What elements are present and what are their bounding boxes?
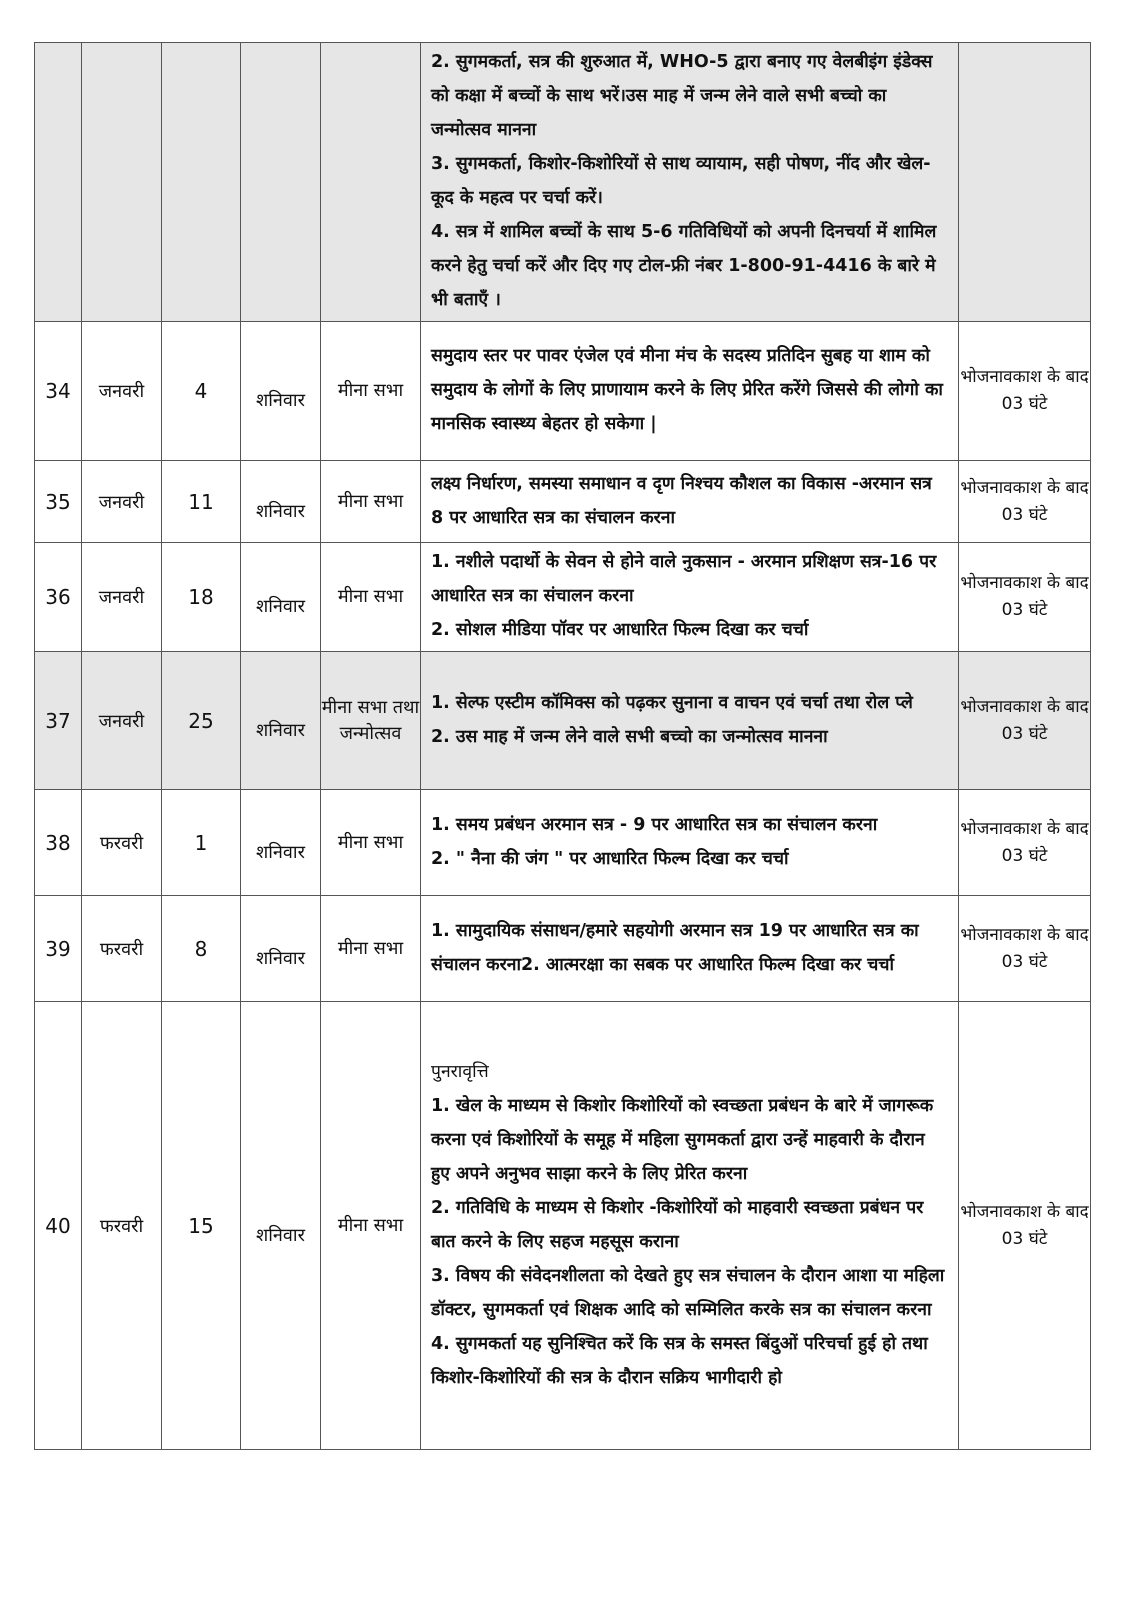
day-cell: शनिवार bbox=[241, 322, 321, 461]
time-cell: भोजनावकाश के बाद 03 घंटे bbox=[959, 543, 1091, 652]
row-number: 38 bbox=[35, 790, 82, 896]
description-line: 2. उस माह में जन्म लेने वाले सभी बच्चो का जन्मोत्सव मानना bbox=[431, 726, 828, 747]
event-cell: मीना सभा bbox=[321, 1002, 421, 1450]
time-cell bbox=[959, 43, 1091, 322]
day-cell: शनिवार bbox=[241, 461, 321, 543]
description-heading: पुनरावृत्ति bbox=[431, 1061, 489, 1082]
day-cell: शनिवार bbox=[241, 896, 321, 1002]
day-cell: शनिवार bbox=[241, 652, 321, 790]
description-line: 1. सेल्फ एस्टीम कॉमिक्स को पढ़कर सुनाना व वाचन एवं चर्चा तथा रोल प्ले bbox=[431, 692, 913, 713]
table-row bbox=[35, 461, 1091, 543]
description-line: 3. सुगमकर्ता, किशोर-किशोरियों से साथ व्यायाम, सही पोषण, नींद और खेल-कूद के महत्व पर चर्चा करें। bbox=[431, 154, 931, 208]
day-cell: शनिवार bbox=[241, 543, 321, 652]
table-row bbox=[35, 652, 1091, 790]
description-cell bbox=[421, 543, 959, 652]
day-cell: शनिवार bbox=[241, 790, 321, 896]
month-cell: फरवरी bbox=[82, 1002, 162, 1450]
description-line: 2. सोशल मीडिया पॉवर पर आधारित फिल्म दिखा कर चर्चा bbox=[431, 620, 809, 640]
description-line: 2. " नैना की जंग " पर आधारित फिल्म दिखा कर चर्चा bbox=[431, 848, 789, 869]
description-cell bbox=[421, 790, 959, 896]
description-line: 4. सत्र में शामिल बच्चों के साथ 5-6 गतिविधियों को अपनी दिनचर्या में शामिल करने हेतु चर्चा करें और दिए गए टोल-फ्री नंबर 1-800-91-4416 के बारे मे भी बताएँ । bbox=[431, 222, 937, 310]
description-line: 2. सुगमकर्ता, सत्र की शुरुआत में, WHO-5 द्वारा बनाए गए वेलबीइंग इंडेक्स को कक्षा में बच्चों के साथ भरें।उस माह में जन्म लेने वाले सभी बच्चो का जन्मोत्सव मानना bbox=[431, 52, 933, 140]
description-line: 1. नशीले पदार्थो के सेवन से होने वाले नुकसान - अरमान प्रशिक्षण सत्र-16 पर आधारित सत्र का संचालन करना bbox=[431, 552, 937, 606]
table-row bbox=[35, 322, 1091, 461]
table-row bbox=[35, 43, 1091, 322]
month-cell: जनवरी bbox=[82, 543, 162, 652]
description-cell bbox=[421, 652, 959, 790]
row-number bbox=[35, 43, 82, 322]
description-line: 2. गतिविधि के माध्यम से किशोर -किशोरियों को माहवारी स्वच्छता प्रबंधन पर बात करने के लिए सहज महसूस कराना bbox=[431, 1197, 924, 1252]
time-cell: भोजनावकाश के बाद 03 घंटे bbox=[959, 790, 1091, 896]
description-line: लक्ष्य निर्धारण, समस्या समाधान व दृण निश्चय कौशल का विकास -अरमान सत्र 8 पर आधारित सत्र का संचालन करना bbox=[431, 473, 932, 528]
month-cell: जनवरी bbox=[82, 322, 162, 461]
date-cell: 8 bbox=[162, 896, 241, 1002]
description-cell bbox=[421, 322, 959, 461]
row-number: 39 bbox=[35, 896, 82, 1002]
time-cell: भोजनावकाश के बाद 03 घंटे bbox=[959, 896, 1091, 1002]
table-row bbox=[35, 543, 1091, 652]
date-cell: 11 bbox=[162, 461, 241, 543]
event-cell: मीना सभा bbox=[321, 322, 421, 461]
date-cell: 4 bbox=[162, 322, 241, 461]
table-row bbox=[35, 896, 1091, 1002]
event-cell bbox=[321, 43, 421, 322]
month-cell: जनवरी bbox=[82, 461, 162, 543]
event-cell: मीना सभा bbox=[321, 896, 421, 1002]
table-row bbox=[35, 790, 1091, 896]
description-cell bbox=[421, 896, 959, 1002]
description-cell bbox=[421, 461, 959, 543]
row-number: 35 bbox=[35, 461, 82, 543]
date-cell bbox=[162, 43, 241, 322]
month-cell: फरवरी bbox=[82, 896, 162, 1002]
event-cell: मीना सभा तथा जन्मोत्सव bbox=[321, 652, 421, 790]
day-cell bbox=[241, 43, 321, 322]
date-cell: 25 bbox=[162, 652, 241, 790]
row-number: 36 bbox=[35, 543, 82, 652]
month-cell bbox=[82, 43, 162, 322]
date-cell: 1 bbox=[162, 790, 241, 896]
event-cell: मीना सभा bbox=[321, 461, 421, 543]
description-line: 4. सुगमकर्ता यह सुनिश्चित करें कि सत्र के समस्त बिंदुओं परिचर्चा हुई हो तथा किशोर-किशोरियों की सत्र के दौरान सक्रिय भागीदारी हो bbox=[431, 1333, 928, 1388]
description-line: 1. खेल के माध्यम से किशोर किशोरियों को स्वच्छता प्रबंधन के बारे में जागरूक करना एवं किशोरियों के समूह में महिला सुगमकर्ता द्वारा उन्हें माहवारी के दौरान हुए अपने अनुभव साझा करने के लिए प्रेरित करना bbox=[431, 1095, 934, 1184]
event-cell: मीना सभा bbox=[321, 790, 421, 896]
month-cell: फरवरी bbox=[82, 790, 162, 896]
description-line: 3. विषय की संवेदनशीलता को देखते हुए सत्र संचालन के दौरान आशा या महिला डॉक्टर, सुगमकर्ता एवं शिक्षक आदि को सम्मिलित करके सत्र का संचालन करना bbox=[431, 1265, 945, 1320]
date-cell: 18 bbox=[162, 543, 241, 652]
description-line: समुदाय स्तर पर पावर एंजेल एवं मीना मंच के सदस्य प्रतिदिन सुबह या शाम को समुदाय के लोगों के लिए प्राणायाम करने के लिए प्रेरित करेंगे जिससे की लोगो का मानसिक स्वास्थ्य बेहतर हो सकेगा | bbox=[431, 346, 943, 434]
day-cell: शनिवार bbox=[241, 1002, 321, 1450]
row-number: 37 bbox=[35, 652, 82, 790]
time-cell: भोजनावकाश के बाद 03 घंटे bbox=[959, 1002, 1091, 1450]
description-cell bbox=[421, 43, 959, 322]
month-cell: जनवरी bbox=[82, 652, 162, 790]
time-cell: भोजनावकाश के बाद 03 घंटे bbox=[959, 322, 1091, 461]
table-row bbox=[35, 1002, 1091, 1450]
schedule-table bbox=[34, 42, 1091, 1450]
event-cell: मीना सभा bbox=[321, 543, 421, 652]
row-number: 40 bbox=[35, 1002, 82, 1450]
time-cell: भोजनावकाश के बाद 03 घंटे bbox=[959, 461, 1091, 543]
description-cell bbox=[421, 1002, 959, 1450]
row-number: 34 bbox=[35, 322, 82, 461]
date-cell: 15 bbox=[162, 1002, 241, 1450]
time-cell: भोजनावकाश के बाद 03 घंटे bbox=[959, 652, 1091, 790]
description-line: 1. समय प्रबंधन अरमान सत्र - 9 पर आधारित सत्र का संचालन करना bbox=[431, 814, 878, 835]
description-line: 1. सामुदायिक संसाधन/हमारे सहयोगी अरमान सत्र 19 पर आधारित सत्र का संचालन करना2. आत्मरक्षा का सबक पर आधारित फिल्म दिखा कर चर्चा bbox=[431, 920, 919, 975]
